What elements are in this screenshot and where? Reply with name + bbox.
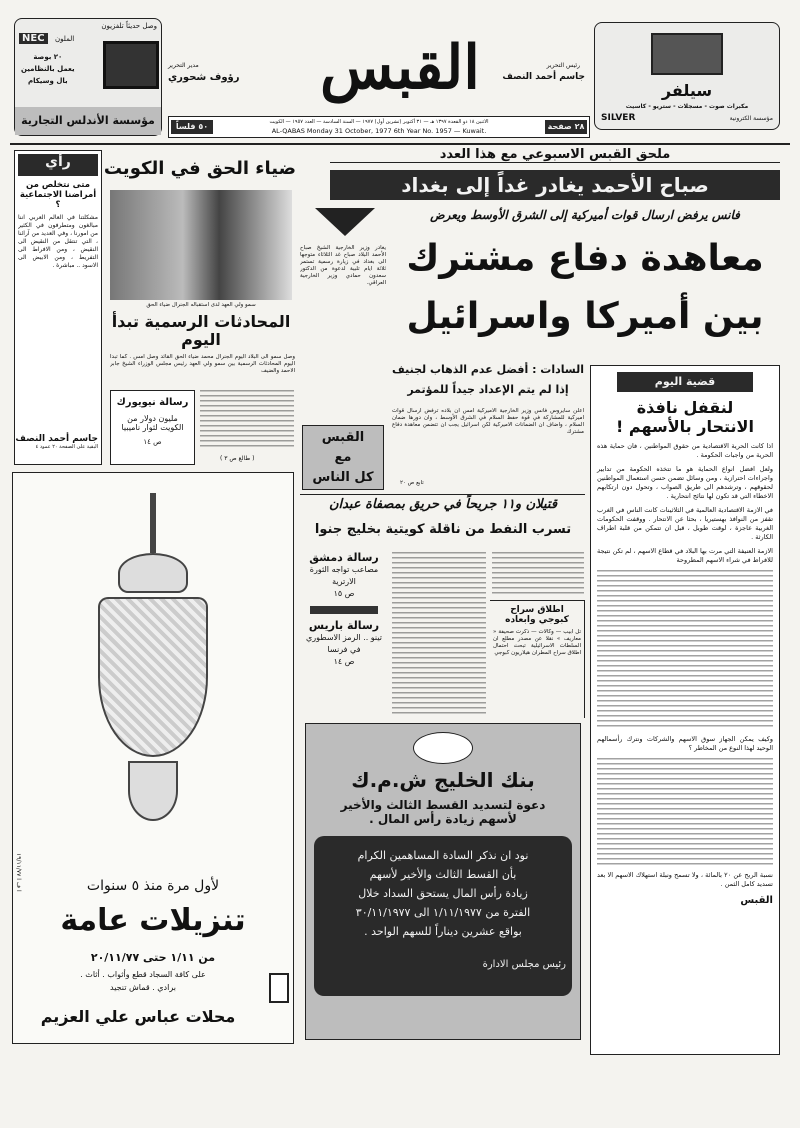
page-count: ٢٨ صفحة — [545, 120, 587, 134]
page-ref: ص ١٤ — [333, 657, 355, 666]
letter-text: تينو .. الرمز الاسطوري في فرنسا — [306, 633, 382, 654]
opinion-author: جاسم أحمد النصف — [15, 434, 98, 444]
sale-title: تنزيلات عامة — [60, 903, 246, 938]
bank-call1: دعوة لتسديد القسط الثالث والأخير — [340, 798, 546, 812]
bank-call2: لأسهم زيادة رأس المال . — [369, 812, 517, 826]
issue-of-the-day — [590, 365, 780, 1055]
banner-headline: صباح الأحمد يغادر غداً إلى بغداد — [330, 170, 780, 200]
deputy-editor-name: رؤوف شحوري — [168, 72, 240, 83]
oil-headline1: قتيلان و١١ جريحاً في حريق بمصفاة عبدان — [328, 497, 558, 512]
release-body: تل ابيب — وكالات — ذكرت صحيفة « معاريف » نقلا عن مصدر مطلع ان السلطات الاسرائيلية تبحث احتمال اطلاق سراح المطران هيلاريون كبوجي — [493, 629, 581, 656]
notice-line: الفترة من ١/١١/١٩٧٧ الى ٣٠/١١/١٩٧٧ — [355, 906, 531, 919]
chief-editor-name: جاسم أحمد النصف — [502, 72, 585, 82]
promo-text: كل الناس — [312, 470, 374, 485]
letter-text: مصاعب تواجه الثورة الارترية — [309, 565, 379, 586]
page-ref: ص ١٤ — [143, 438, 162, 446]
arrow-icon — [315, 208, 375, 236]
issue-paragraph: وكيف يمكن الجهاز سوق الاسهم والشركات ونترك رأسمالهم الوحيد لهذا النوع من المخاطر ؟ — [597, 735, 773, 752]
continued-note: تابع ص ٢٠ — [400, 480, 424, 486]
masthead-rule — [10, 143, 790, 145]
store-name: محلات عباس علي العزيم — [40, 1007, 236, 1026]
silver-logo: SILVER — [601, 113, 636, 123]
issue-paragraph: اذا كانت الحرية الاقتصادية من حقوق المواطنين ، فان حماية هذه الحرية من واجبات الحكومة . — [597, 442, 773, 459]
ad-text: الملون — [55, 35, 75, 43]
issue-text — [597, 758, 773, 868]
issue-paragraph: في الازمة الاقتصادية العالمية في الثلاثينات كانت الناس في الغرب تقفز من النوافذ بهستيريا ، بحثا عن الانتحار . ووقفت الحكومات الغربية عاجزة ، لوقت طويل ، قبل ان تتمكن من قلبة اطراف الكارثة . — [597, 506, 773, 541]
notice-line: نود ان نذكر السادة المساهمين الكرام — [357, 849, 529, 862]
opinion-title: متى نتخلص من أمراضنا الاجتماعية ؟ — [19, 180, 97, 210]
divider — [300, 494, 585, 495]
notice-line: بواقع عشرين ديناراً للسهم الواحد . — [364, 925, 522, 938]
zia-headline: ضياء الحق في الكويت — [103, 158, 296, 179]
notice-line: بأن القسط الثالث والأخير لأسهم — [369, 868, 517, 881]
qabas-promo-box — [302, 425, 384, 490]
main-headline-line2: بين أميركا واسرائيل — [406, 296, 764, 337]
opinion-label: رأي — [18, 154, 98, 176]
record-player-illustration — [651, 33, 723, 75]
date-english: AL-QABAS Monday 31 October, 1977 6th Year No. 1957 — Kuwait. — [271, 127, 487, 135]
oil-text — [492, 552, 584, 596]
ship-logo-icon — [413, 732, 473, 764]
talks-subhead: المحادثات الرسمية تبدأ اليوم — [111, 312, 291, 349]
price: ٥٠ فلساً — [171, 120, 213, 134]
issue-signature: القبس — [740, 895, 773, 906]
divider — [310, 606, 378, 614]
sadat-headline1: السادات : أفضل عدم الذهاب لجنيف — [391, 363, 584, 376]
issue-paragraph: نسبة الربح عن ٢٠ بالمائة ، ولا تسمح ونبلة استهلاك الاسهم الا بعد تسديد كامل الثمن . — [597, 871, 773, 888]
ad-dealer: مؤسسة الأندلس التجارية — [15, 107, 161, 135]
ad-silver — [594, 22, 780, 130]
notice-signature: رئيس مجلس الادارة — [482, 959, 566, 970]
oil-headline2: تسرب النفط من ناقلة كويتية بخليج جنوا — [314, 522, 572, 537]
lantern-illustration — [93, 493, 213, 853]
ad-feature: بال وسيكام — [27, 77, 68, 85]
opinion-column — [14, 150, 102, 465]
main-kicker: فانس يرفض ارسال قوات أميركية إلى الشرق الأوسط ويعرض — [430, 208, 740, 222]
ad-code: ا ف ا ١٩/١١/٧٧ — [15, 853, 22, 892]
bank-name: بنك الخليج ش.م.ك — [351, 768, 535, 792]
banner-story: يغادر وزير الخارجية الشيخ صباح الأحمد البلاد صباح غد الثلاثاء متوجها الى بغداد في زيارة رسمية تستمر ثلاثة ايام تلبية لدعوة من الدكتور سعدون حمادي وزير الخارجية العراقي. — [300, 245, 386, 286]
ad-desc: مكبرات صوت - مسجلات - ستريو - كاسيت — [625, 103, 749, 110]
bank-ad — [305, 723, 581, 1040]
sadat-body: اعلن سايروس فانس وزير الخارجية الاميركية امس ان بلاده ترفض ارسال قوات اميركية للمشاركة في قوة حفظ السلام في الشرق الأوسط ، وان دورها ضمان السلام ، واضاف ان الضمانات الاميركية لكن اسرائيل يجب ان تتضمن معاهدة دفاع مشترك — [392, 408, 584, 435]
tv-illustration — [103, 41, 159, 89]
supplement-note: ملحق القبس الاسبوعي مع هذا العدد — [330, 147, 780, 163]
newyork-box — [110, 390, 195, 465]
box-title: رسالة نيويورك — [116, 397, 189, 408]
issue-paragraph: ولعل افضل انواع الحماية هو ما تتخذه الحكومة من تدابير واجراءات احترازية ، ومن وسائل تضمن حسن استعمال المواطنين لحقوقهم ، وترشدهم الى طريق الصواب ، وتحول دون ارتكابهم الاخطاء التي قد تكون لها نتائج انتحارية . — [597, 465, 773, 500]
news-photo — [110, 190, 292, 300]
deputy-editor-label: مدير التحرير — [168, 62, 199, 69]
dateline-bar — [168, 116, 590, 138]
crown-logo-icon — [269, 973, 289, 1003]
release-title: اطلاق سراح كبوجي وابعاده — [505, 605, 569, 625]
sale-dates: من ١/١١ حتى ٢٠/١١/٧٧ — [90, 951, 216, 964]
release-box — [490, 600, 585, 718]
ad-text: وصل حديثاً تلفزيون — [101, 22, 157, 30]
ad-feature: يعمل بالنظامين — [21, 65, 75, 73]
continued-note: البقية على الصفحة ٢٠ عمود ٤ — [35, 444, 98, 450]
notice-line: زيادة رأس المال يستحق السداد خلال — [358, 887, 528, 900]
main-headline-line1: معاهدة دفاع مشترك — [406, 238, 764, 279]
promo-text: مع — [334, 450, 352, 465]
sale-line1: لأول مرة منذ ٥ سنوات — [86, 878, 220, 894]
issue-text — [597, 570, 773, 730]
letter-title: رسالة دمشق — [309, 551, 379, 564]
talks-text — [200, 390, 294, 450]
date-arabic: الاثنين ١٨ ذو القعدة ١٣٩٧ هـ — ٣١ أكتوبر (تشرين أول) ١٩٧٧ — السنة السادسة — العدد ١٩٥٧ — الكويت — [269, 119, 489, 125]
ad-dealer: مؤسسة الكترونية — [729, 115, 773, 122]
continued-note: ( طالع ص ٣ ) — [220, 455, 255, 462]
page-ref: ص ١٥ — [333, 589, 355, 598]
opinion-body: مشكلتنا في العالم العربي اننا مبالغون ومتطرفون في الكثير من امورنا ، وفي العديد من آرائنا ، التي تنتقل من النقيض الى النقيض ، ومن الافراط الى التفريط ، ومن الابيض الى الاسود .. مباشرة . — [18, 214, 98, 269]
issue-paragraph: الازمة العنيفة التي مرت بها البلاد في قطاع الاسهم ، لم تكن نتيجة للافراط في شراء الاسهم المطروحة — [597, 547, 773, 564]
letter-title: رسالة باريس — [308, 619, 380, 632]
ad-nec-tv — [14, 18, 162, 136]
sale-items: على كافة السجاد قطع وأثواب . أثاث . — [80, 970, 206, 979]
sadat-headline2: إذا لم يتم الإعداد جيداً للمؤتمر — [407, 383, 569, 396]
talks-body: وصل سمو الى البلاد اليوم الجنرال محمد ضياء الحق القائد وصل امس . كما تبدأ اليوم المحادثات الرسمية بين سمو ولي العهد رئيس مجلس الوزراء الشيخ جابر الاحمد والضيف — [110, 354, 295, 374]
issue-title2: الانتحار بالأسهم ! — [616, 417, 754, 436]
nec-logo: NEC — [19, 33, 48, 44]
sale-ad — [12, 472, 294, 1044]
ad-features — [21, 51, 75, 87]
chief-editor-label: رئيس التحرير — [546, 62, 580, 69]
damascus-letter — [300, 552, 388, 668]
photo-caption: سمو ولي العهد لدى استقباله الجنرال ضياء الحق — [146, 302, 256, 308]
ad-brand-ar: سيلفر — [661, 81, 713, 100]
promo-title: القبس — [321, 430, 365, 445]
bank-notice — [314, 836, 572, 996]
sale-items: برادي . قماش تنجيد — [110, 983, 176, 992]
issue-title1: لنقفل نافذة — [636, 398, 734, 417]
oil-text — [392, 552, 486, 717]
masthead-logo: القبس — [320, 33, 480, 103]
ad-feature: ٢٠ بوصة — [33, 53, 63, 61]
issue-label: قضية اليوم — [617, 372, 753, 392]
box-text: مليون دولار من الكويت لثوار ناميبيا — [121, 414, 184, 432]
